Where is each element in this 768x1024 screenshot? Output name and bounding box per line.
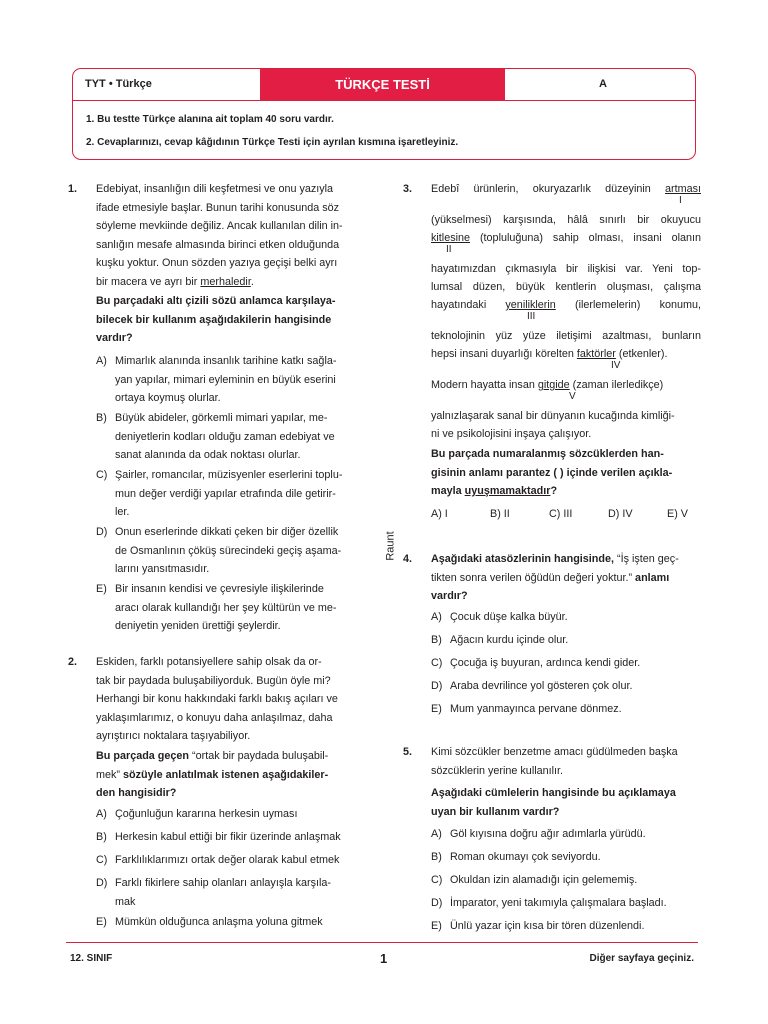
passage-line: Herhangi bir konu hakkındaki farklı bakış açıları ve: [96, 693, 338, 705]
underlined-word: merhaledir: [200, 275, 251, 288]
option-text: İmparator, yeni takımıyla çalışmalara başladı.: [450, 897, 667, 909]
passage-line: sözcüklerin yerine kullanılır.: [431, 764, 564, 777]
option-text: yan yapılar, mimari eyleminin en büyük eserini: [115, 373, 336, 386]
option-key: E): [431, 920, 442, 932]
option-d[interactable]: D) IV: [608, 508, 633, 520]
q5-stem: [431, 784, 706, 821]
underlined-word: gitgide: [537, 379, 570, 391]
passage-line: hayatımızdan çıkmasıyla bir ilişkisi var. Yeni top-: [431, 263, 701, 275]
option-b[interactable]: B) II: [490, 508, 510, 520]
option-key: B): [96, 412, 107, 424]
option-key: A): [96, 355, 107, 367]
option-e[interactable]: [431, 917, 721, 937]
roman-numeral: V: [569, 391, 576, 402]
option-e[interactable]: [431, 700, 721, 720]
quoted-text: “İş işten geç-: [614, 553, 679, 565]
stem-line: [431, 550, 706, 569]
left-column: [68, 180, 368, 940]
option-e[interactable]: [96, 580, 386, 640]
option-key: D): [96, 526, 108, 538]
passage-line: [431, 229, 701, 247]
question-number: 1.: [68, 183, 78, 195]
underlined-word: yeniliklerin: [505, 299, 556, 311]
passage-text: (etkenler).: [615, 348, 668, 360]
option-d[interactable]: [431, 677, 721, 697]
option-b[interactable]: [96, 828, 386, 848]
passage-line: yalnızlaşarak sanal bir dünyanın kucağında kimliği-: [431, 410, 675, 422]
option-a[interactable]: [431, 608, 721, 628]
option-e[interactable]: [96, 913, 386, 933]
instruction-2: 2. Cevaplarınızı, cevap kâğıdının Türkçe Testi için ayrılan kısmına işaretleyiniz.: [86, 137, 459, 148]
option-text: Herkesin kabul ettiği bir fikir üzerinde anlaşmak: [115, 831, 341, 843]
quoted-text: mek”: [96, 768, 120, 781]
passage-text: .: [250, 275, 254, 288]
option-text: Farklı fikirlere sahip olanları anlayışla karşıla-: [115, 877, 332, 889]
q2-passage: [96, 653, 366, 746]
passage-text: Edebî ürünlerin, okuryazarlık düzeyinin: [431, 183, 665, 195]
stem-text: Aşağıdaki atasözlerinin hangisinde,: [431, 553, 614, 565]
underlined-word: artması: [665, 183, 701, 195]
passage-line: tak bir paydada buluşabiliyorduk. Bugün öyle mi?: [96, 674, 331, 687]
roman-row: [431, 391, 701, 407]
option-text: Onun eserlerinde dikkati çeken bir diğer özellik: [115, 526, 339, 538]
test-title: TÜRKÇE TESTİ: [260, 69, 505, 100]
option-text: mun değer verdiği yapılar etrafında dile getirir-: [115, 487, 336, 500]
quoted-text: tikten sonra verilen öğüdün değeri yoktur.”: [431, 571, 633, 584]
raunt-label: Raunt: [384, 531, 397, 561]
option-a[interactable]: [96, 352, 386, 412]
option-a[interactable]: A) I: [431, 508, 448, 520]
passage-line: teknolojinin yüz yüze iletişimi azaltması, bunların: [431, 330, 701, 342]
option-key: C): [431, 874, 443, 886]
passage-line: [431, 345, 701, 363]
passage-line: Edebiyat, insanlığın dili keşfetmesi ve onu yazıyla: [96, 183, 334, 195]
stem-line: [431, 569, 706, 588]
roman-row: [431, 195, 701, 211]
q4-stem: [431, 550, 706, 606]
roman-numeral: IV: [611, 360, 621, 371]
option-c[interactable]: C) III: [549, 508, 573, 520]
stem-line: vardır?: [431, 590, 468, 602]
option-d[interactable]: [96, 874, 386, 912]
stem-text: sözüyle anlatılmak istenen aşağıdakiler-: [120, 768, 329, 781]
option-c[interactable]: [96, 466, 386, 526]
option-text: Çocuk düşe kalka büyür.: [450, 611, 568, 623]
q3-stem: [431, 445, 701, 501]
grade-label: 12. SINIF: [70, 953, 113, 964]
passage-line: [431, 376, 701, 394]
option-c[interactable]: [431, 871, 721, 891]
option-a[interactable]: [96, 805, 386, 825]
q5-passage: [431, 743, 706, 780]
q1-stem: [96, 292, 366, 348]
passage-line: (yükselmesi) karşısında, hâlâ sınırlı bir okuyucu: [431, 214, 701, 226]
passage-line: söyleme mevkiinde değiliz. Ancak kullanılan dilin in-: [96, 220, 343, 232]
passage-line: [96, 273, 366, 292]
roman-row: [431, 360, 701, 376]
option-text: Farklılıklarımızı ortak değer olarak kabul etmek: [115, 854, 340, 866]
stem-line: Bu parçadaki altı çizili sözü anlamca karşılaya-: [96, 295, 336, 307]
page-footer: [66, 942, 698, 969]
option-text: sanat alanında da odak noktası olurlar.: [115, 449, 301, 461]
subject-label: TYT • Türkçe: [85, 78, 152, 90]
stem-line: den hangisidir?: [96, 787, 177, 799]
quoted-text: “ortak bir paydada buluşabil-: [189, 750, 329, 762]
right-column: [403, 180, 703, 940]
option-key: D): [96, 877, 108, 889]
passage-line: sanlığın mesafe almasında birinci etken olduğunda: [96, 238, 340, 251]
option-key: E): [431, 703, 442, 715]
q1-passage: [96, 180, 366, 291]
passage-line: lumsal düzen, büyük kentlerin oluşması, çalışma: [431, 281, 701, 293]
passage-text: (zaman ilerledikçe): [569, 379, 664, 391]
option-b[interactable]: [431, 631, 721, 651]
option-text: Mum yanmayınca pervane dönmez.: [450, 703, 622, 715]
instruction-1: 1. Bu testte Türkçe alanına ait toplam 40 soru vardır.: [86, 114, 334, 125]
option-b[interactable]: [96, 409, 386, 469]
option-text: Büyük abideler, görkemli mimari yapılar, me-: [115, 412, 328, 424]
passage-line: [431, 180, 701, 198]
option-text: mak: [115, 895, 136, 908]
passage-line: ayrıştırıcı noktalara taşıyabiliyor.: [96, 730, 251, 742]
option-d[interactable]: [431, 894, 721, 914]
option-text: Araba devrilince yol gösteren çok olur.: [450, 680, 633, 692]
option-text: Mimarlık alanında insanlık tarihine katkı sağla-: [115, 355, 337, 367]
option-text: Roman okumayı çok seviyordu.: [450, 851, 601, 863]
option-key: A): [431, 828, 442, 840]
option-e[interactable]: E) V: [667, 508, 688, 520]
stem-line: uyan bir kullanım vardır?: [431, 805, 560, 818]
stem-line: Bu parçada numaralanmış sözcüklerden han-: [431, 448, 664, 460]
option-a[interactable]: [431, 825, 721, 845]
stem-text: Bu parçada geçen: [96, 750, 190, 762]
option-text: aracı olarak kullandığı her şey kültürün ve me-: [115, 601, 337, 614]
roman-row: [431, 311, 701, 327]
stem-line: [431, 482, 701, 501]
passage-line: ni ve psikolojisini inşaya çalışıyor.: [431, 428, 592, 440]
passage-line: Kimi sözcükler benzetme amacı güdülmeden başka: [431, 746, 678, 758]
roman-row: [431, 244, 701, 260]
question-number: 3.: [403, 183, 413, 195]
stem-line: [96, 747, 366, 766]
option-text: Bir insanın kendisi ve çevresiyle ilişkilerinde: [115, 583, 324, 595]
option-key: C): [96, 469, 108, 481]
option-key: D): [431, 680, 443, 692]
option-text: Ağacın kurdu içinde olur.: [450, 634, 569, 646]
option-text: Okuldan izin alamadığı için gelememiş.: [450, 874, 638, 886]
stem-line: gisinin anlamı parantez ( ) içinde verilen açıkla-: [431, 466, 673, 479]
option-text: larını yansıtmasıdır.: [115, 563, 210, 575]
passage-line: Eskiden, farklı potansiyellere sahip olsak da or-: [96, 656, 322, 668]
roman-numeral: III: [527, 311, 536, 322]
option-text: deniyetin yeniden ürettiği şeylerdir.: [115, 620, 281, 632]
question-number: 4.: [403, 553, 413, 565]
option-d[interactable]: [96, 523, 386, 583]
passage-line: yaklaşımlarımız, o konuyu daha anlaşılmaz, daha: [96, 711, 333, 724]
passage-text: hayatındaki: [431, 299, 506, 311]
option-text: ler.: [115, 506, 130, 518]
roman-numeral: I: [679, 195, 682, 206]
option-key: E): [96, 583, 107, 595]
test-header: [72, 68, 696, 160]
booklet-type: A: [599, 78, 607, 90]
option-b[interactable]: [431, 848, 721, 868]
option-key: E): [96, 916, 107, 928]
next-page-note: Diğer sayfaya geçiniz.: [589, 953, 694, 964]
stem-line: Aşağıdaki cümlelerin hangisinde bu açıklamaya: [431, 787, 676, 799]
passage-text: hepsi insani duyarlığı körelten: [431, 348, 577, 360]
question-number: 5.: [403, 746, 413, 758]
stem-text: ?: [550, 485, 558, 497]
option-key: D): [431, 897, 443, 909]
option-text: Mümkün olduğunca anlaşma yoluna gitmek: [115, 916, 323, 928]
option-text: Ünlü yazar için kısa bir tören düzenlendi.: [450, 920, 645, 932]
passage-text: bir macera ve ayrı bir: [96, 275, 201, 288]
q3-options: [431, 505, 701, 525]
q2-stem: [96, 747, 366, 803]
option-text: Şairler, romancılar, müzisyenler eserlerini toplu-: [115, 469, 343, 481]
option-key: A): [96, 808, 107, 820]
passage-text: (ilerlemelerin) konumu,: [555, 299, 701, 311]
underlined-word: kitlesine: [431, 232, 471, 244]
page-number: 1: [380, 951, 388, 966]
option-text: ortaya koymuş olurlar.: [115, 392, 221, 404]
option-text: deniyetlerin kodları olduğu zaman edebiyat ve: [115, 430, 335, 443]
option-key: B): [431, 634, 442, 646]
option-text: Çoğunluğun kararına herkesin uyması: [115, 808, 298, 820]
option-c[interactable]: [96, 851, 386, 871]
question-number: 2.: [68, 656, 78, 668]
option-key: B): [431, 851, 442, 863]
passage-line: kuşku yoktur. Onun sözden yazıya geçişi belki ayrı: [96, 257, 338, 269]
option-text: Çocuğa iş buyuran, ardınca kendi gider.: [450, 657, 641, 669]
option-text: de Osmanlının çöküş sürecindeki geçiş aşama-: [115, 544, 342, 557]
option-key: A): [431, 611, 442, 623]
stem-text: mayla: [431, 485, 465, 497]
option-text: Göl kıyısına doğru ağır adımlarla yürüdü.: [450, 828, 646, 840]
header-row: [73, 69, 695, 101]
stem-line: [96, 766, 366, 785]
stem-line: vardır?: [96, 332, 133, 344]
passage-text: Modern hayatta insan: [431, 379, 538, 391]
option-key: B): [96, 831, 107, 843]
stem-line: bilecek bir kullanım aşağıdakilerin hangisinde: [96, 313, 332, 326]
passage-line: ifade etmesiyle başlar. Bunun tarihi konusunda söz: [96, 201, 340, 214]
option-key: C): [96, 854, 108, 866]
passage-text: (topluluğuna) sahip olması, insani olanın: [470, 232, 701, 244]
passage-line: [431, 296, 701, 314]
underlined-word: uyuşmamaktadır: [464, 485, 551, 497]
q3-passage: [431, 180, 701, 443]
stem-text: anlamı: [632, 571, 670, 584]
underlined-word: faktörler: [576, 348, 616, 360]
roman-numeral: II: [446, 244, 452, 255]
option-key: C): [431, 657, 443, 669]
option-c[interactable]: [431, 654, 721, 674]
